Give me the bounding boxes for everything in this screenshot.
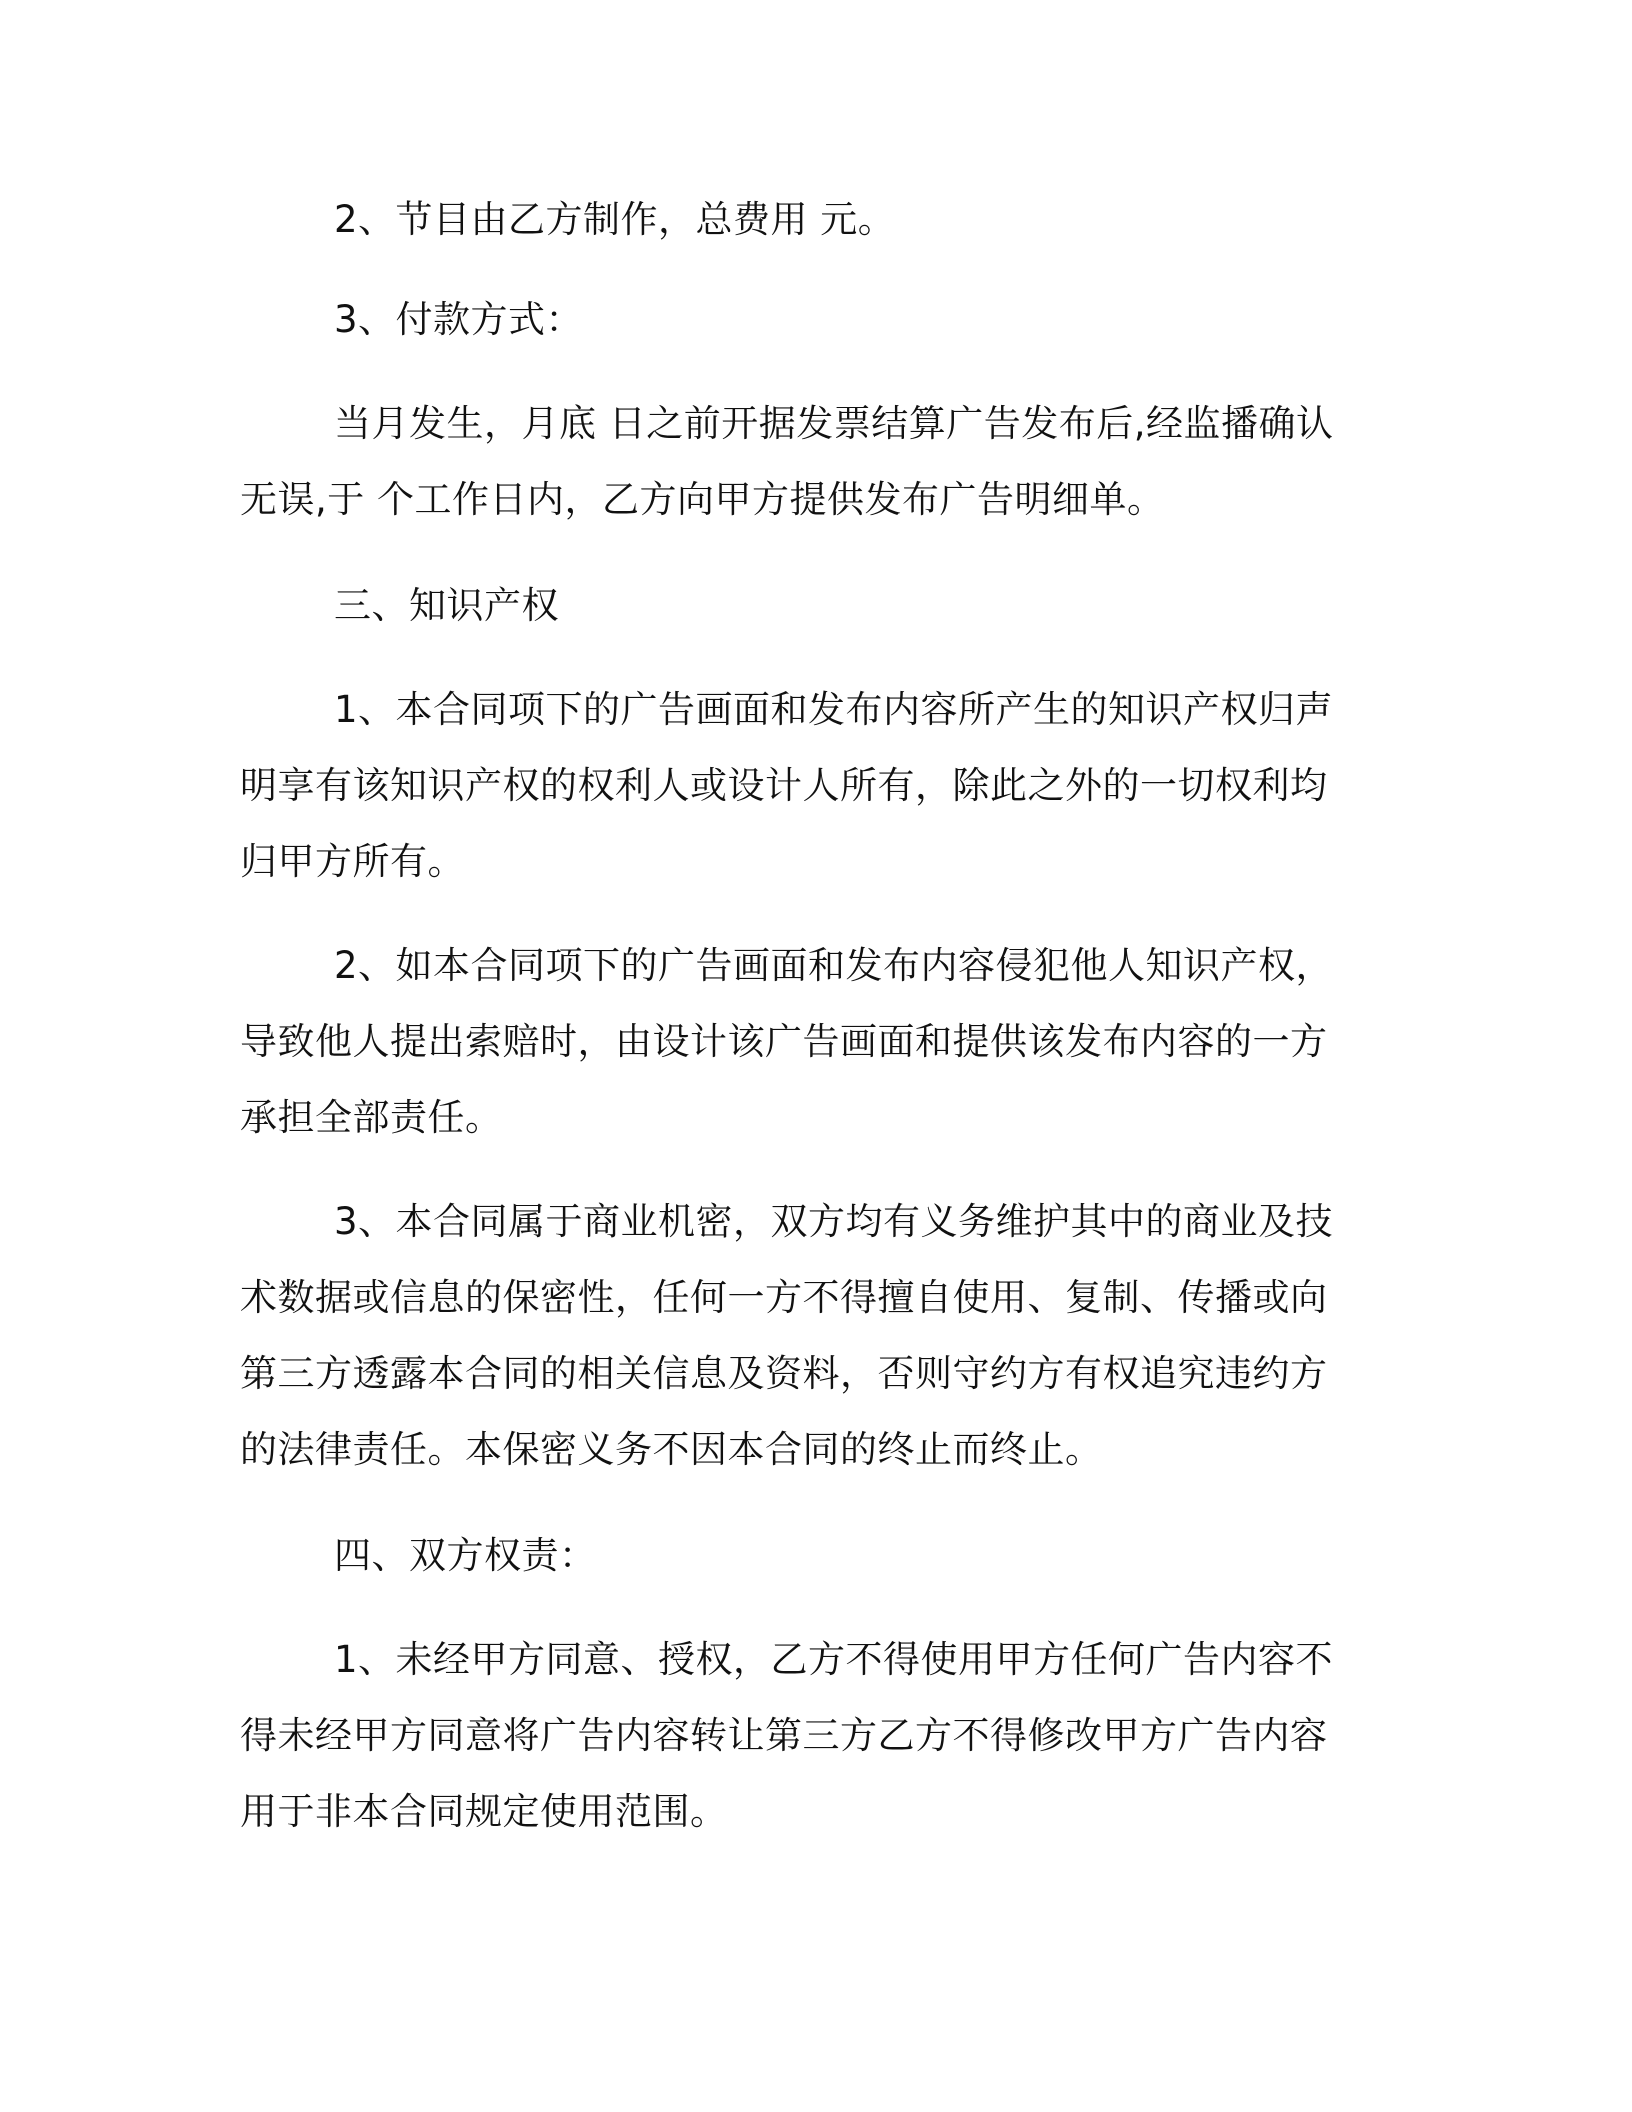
paragraph-ip-ownership: 1、本合同项下的广告画面和发布内容所产生的知识产权归声明享有该知识产权的权利人或设计人所有，除此之外的一切权利均归甲方所有。: [240, 688, 1334, 883]
heading-intellectual-property: 三、知识产权: [334, 584, 559, 627]
paragraph-confidentiality: 3、本合同属于商业机密，双方均有义务维护其中的商业及技术数据或信息的保密性，任何一方不得擅自使用、复制、传播或向第三方透露本合同的相关信息及资料，否则守约方有权追究违约方的法律责任。本保密义务不因本合同的终止而终止。: [240, 1200, 1334, 1471]
paragraph-ip-infringement: 2、如本合同项下的广告画面和发布内容侵犯他人知识产权，导致他人提出索赔时，由设计该广告画面和提供该发布内容的一方承担全部责任。: [240, 944, 1334, 1139]
heading-rights-responsibilities: 四、双方权责：: [334, 1534, 597, 1577]
paragraph-authorization: 1、未经甲方同意、授权，乙方不得使用甲方任何广告内容不得未经甲方同意将广告内容转让第三方乙方不得修改甲方广告内容用于非本合同规定使用范围。: [240, 1638, 1334, 1833]
paragraph-payment-method: 3、付款方式：: [334, 298, 584, 341]
paragraph-payment-details: 当月发生，月底 日之前开据发票结算广告发布后,经监播确认无误,于 个工作日内，乙方向甲方提供发布广告明细单。: [240, 402, 1334, 521]
paragraph-production-fee: 2、节目由乙方制作，总费用 元。: [334, 198, 896, 241]
